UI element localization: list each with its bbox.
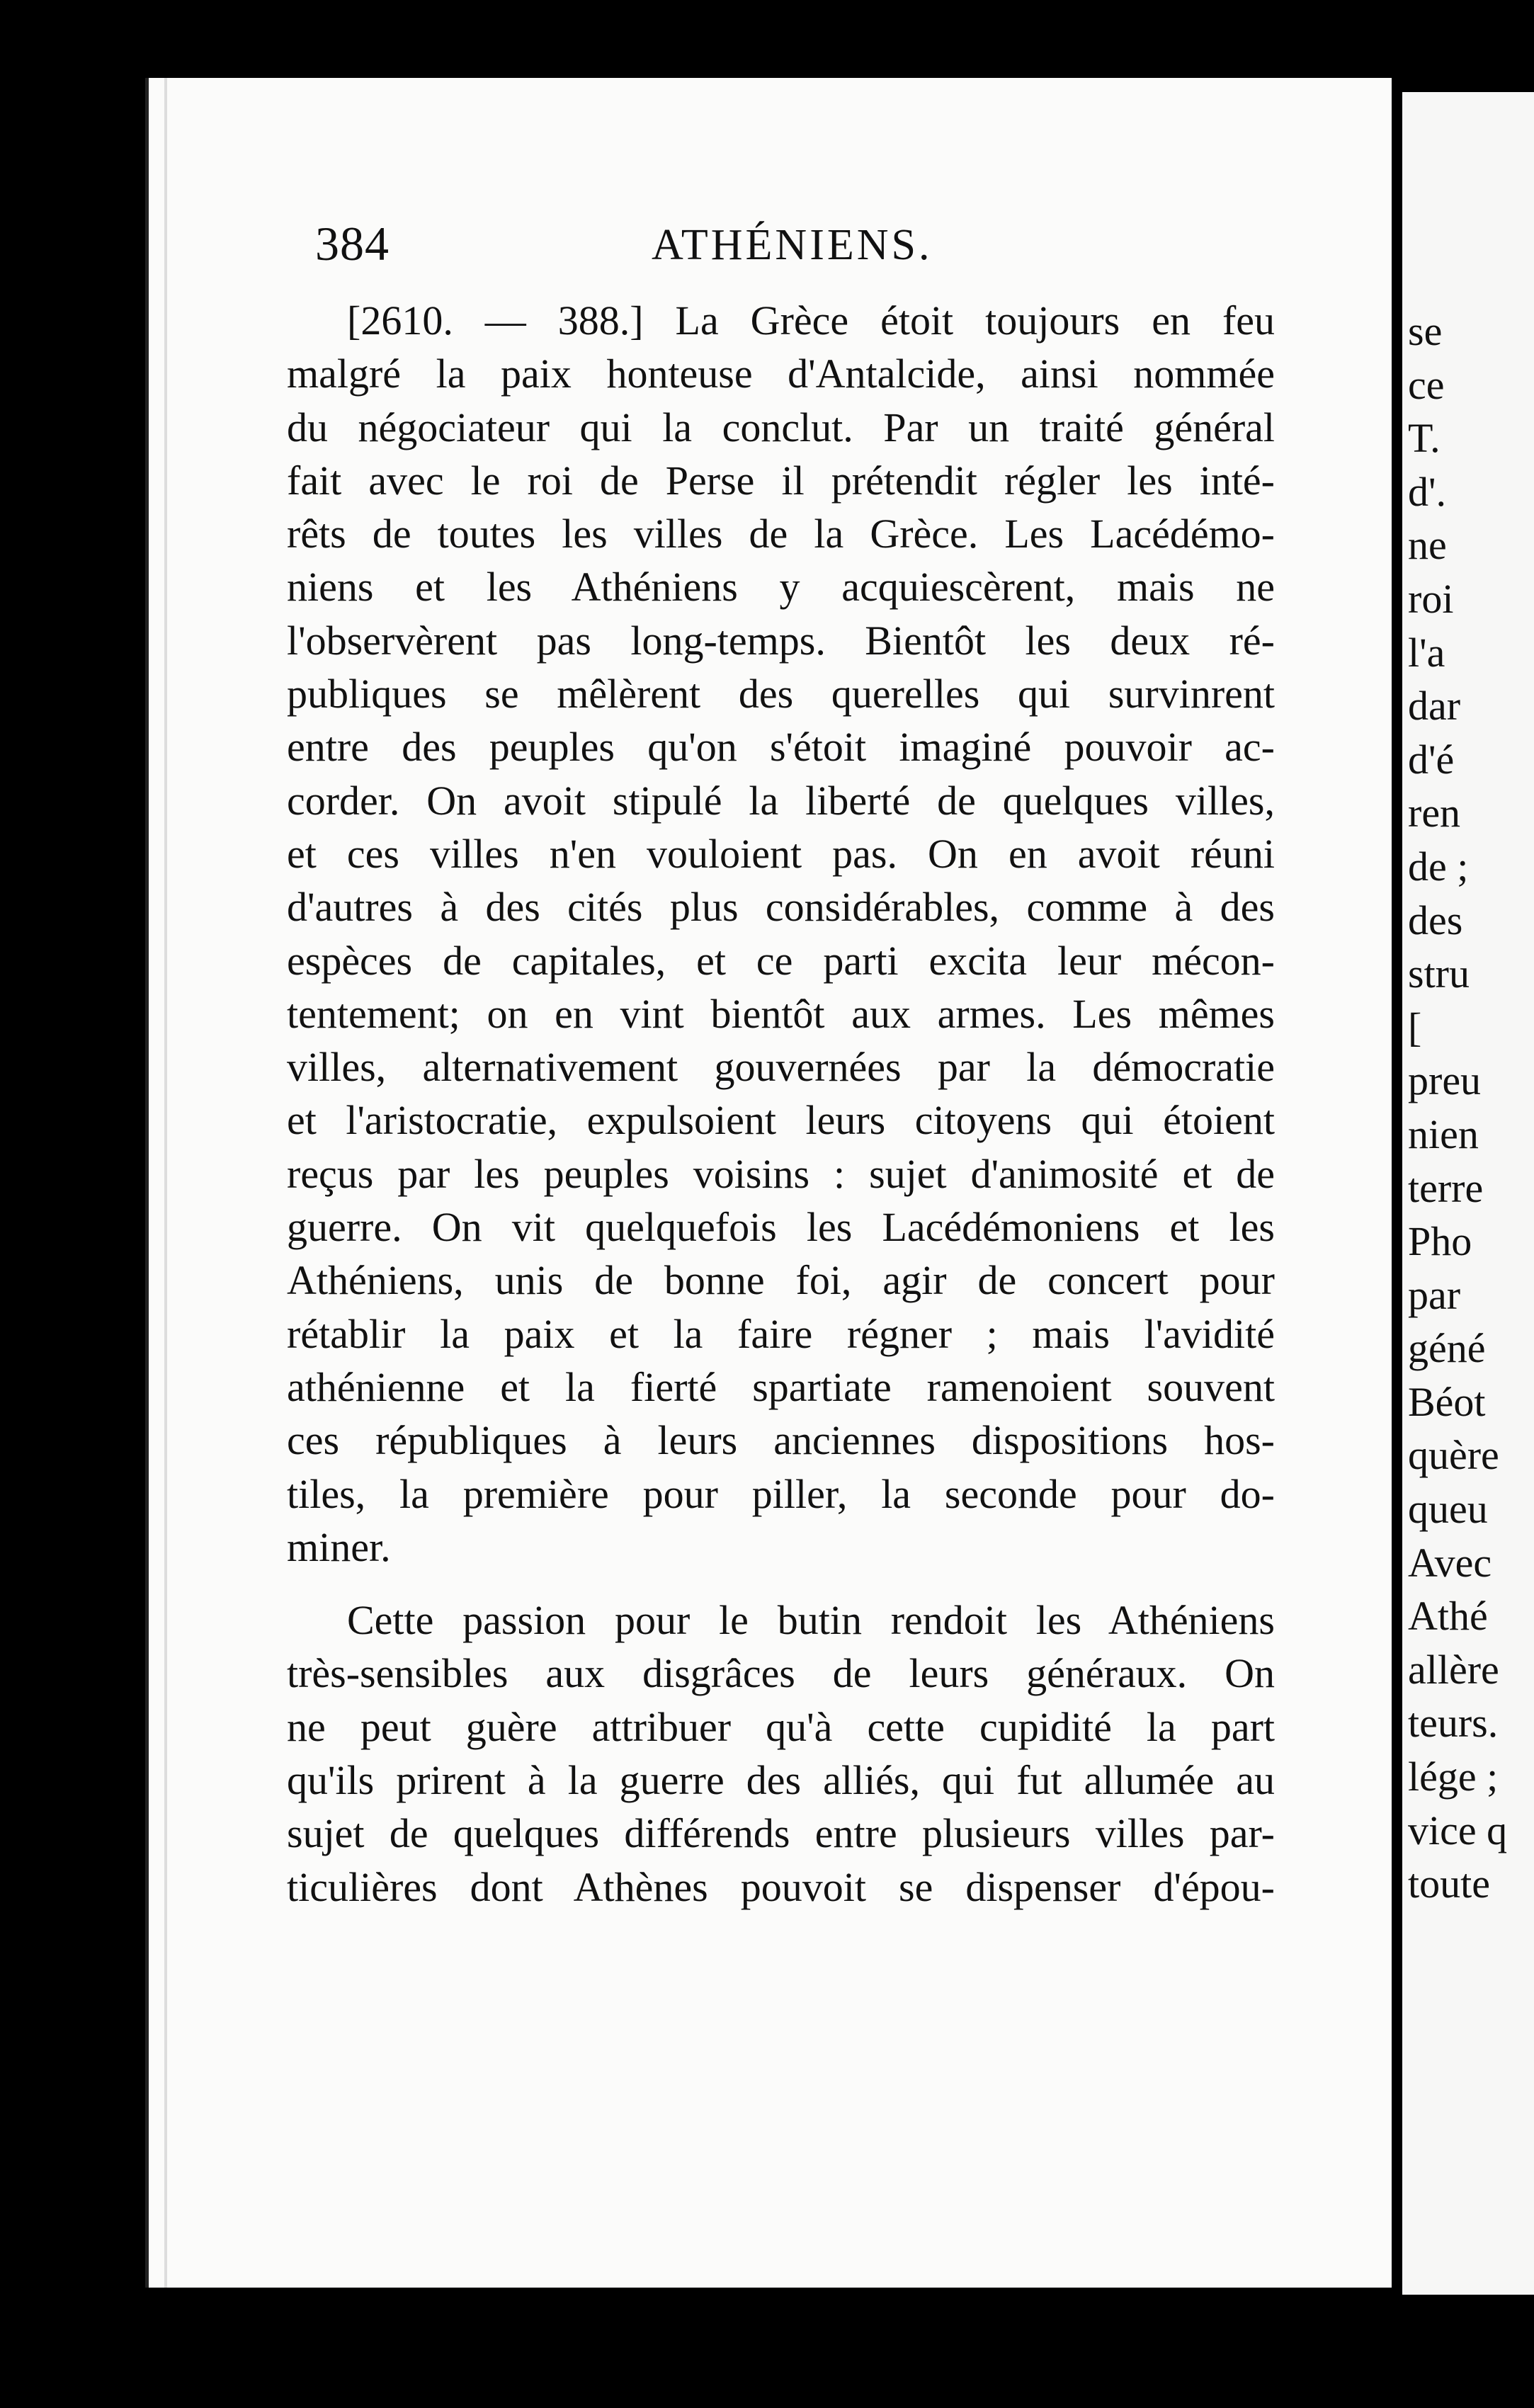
- facing-page-fragment: lége ;: [1408, 1754, 1499, 1800]
- facing-page-fragment: l'a: [1408, 629, 1445, 676]
- text-line: guerre. On vit quelquefois les Lacédémoniens et les: [287, 1204, 1275, 1251]
- facing-page-fragment: d'é: [1408, 736, 1455, 783]
- text-line: ticulières dont Athènes pouvoit se dispenser d'épou-: [287, 1863, 1275, 1910]
- facing-page-fragment: Avec: [1408, 1539, 1492, 1586]
- text-line: villes, alternativement gouvernées par la démocratie: [287, 1044, 1275, 1091]
- facing-page-fragment: Béot: [1408, 1378, 1486, 1425]
- facing-page-fragment: [: [1408, 1004, 1422, 1050]
- text-line: et ces villes n'en vouloient pas. On en avoit réuni: [287, 830, 1275, 877]
- facing-page-fragment: ren: [1408, 790, 1461, 836]
- text-line: tentement; on en vint bientôt aux armes. Les mêmes: [287, 990, 1275, 1037]
- page-body: [287, 294, 1275, 1914]
- text-line: Cette passion pour le butin rendoit les Athéniens: [347, 1597, 1275, 1644]
- facing-page-fragment: vice q: [1408, 1807, 1508, 1853]
- paragraph-1: [287, 294, 1275, 1574]
- facing-page-edge: [1402, 92, 1534, 2295]
- facing-page-fragments: [1408, 305, 1507, 1911]
- text-line: malgré la paix honteuse d'Antalcide, ainsi nommée: [287, 351, 1275, 397]
- paragraph-2: [287, 1594, 1275, 1914]
- text-line: rétablir la paix et la faire régner ; mais l'avidité: [287, 1310, 1275, 1357]
- text-line: athénienne et la fierté spartiate ramenoient souvent: [287, 1363, 1275, 1410]
- text-line: publiques se mêlèrent des querelles qui survinrent: [287, 671, 1275, 717]
- facing-page-fragment: terre: [1408, 1164, 1484, 1211]
- page-edge-line: [164, 78, 167, 2288]
- text-line: ces républiques à leurs anciennes dispositions hos-: [287, 1417, 1275, 1464]
- facing-page-fragment: stru: [1408, 950, 1470, 997]
- text-line: très-sensibles aux disgrâces de leurs généraux. On: [287, 1650, 1275, 1697]
- facing-page-fragment: teurs.: [1408, 1700, 1499, 1747]
- text-line: [2610. — 388.] La Grèce étoit toujours en feu: [347, 297, 1275, 343]
- facing-page-fragment: quère: [1408, 1432, 1499, 1479]
- facing-page-fragment: T.: [1408, 415, 1441, 462]
- facing-page-fragment: des: [1408, 897, 1463, 943]
- text-line: miner.: [287, 1523, 391, 1570]
- facing-page-fragment: géné: [1408, 1325, 1486, 1372]
- text-line: espèces de capitales, et ce parti excita leur mécon-: [287, 937, 1275, 984]
- facing-page-fragment: toute: [1408, 1861, 1490, 1907]
- facing-page-fragment: nien: [1408, 1111, 1479, 1157]
- facing-page-fragment: dar: [1408, 683, 1461, 729]
- text-line: reçus par les peuples voisins : sujet d'animosité et de: [287, 1150, 1275, 1197]
- text-line: rêts de toutes les villes de la Grèce. Les Lacédémo-: [287, 511, 1275, 557]
- facing-page-fragment: ne: [1408, 522, 1447, 569]
- text-line: Athéniens, unis de bonne foi, agir de concert pour: [287, 1257, 1275, 1304]
- text-line: niens et les Athéniens y acquiescèrent, mais ne: [287, 564, 1275, 610]
- paragraph-gap: [287, 1574, 1275, 1594]
- facing-page-fragment: queu: [1408, 1486, 1488, 1533]
- facing-page-fragment: roi: [1408, 575, 1454, 622]
- text-line: tiles, la première pour piller, la seconde pour do-: [287, 1470, 1275, 1517]
- text-line: l'observèrent pas long-temps. Bientôt les deux ré-: [287, 617, 1275, 664]
- facing-page-fragment: d'.: [1408, 468, 1446, 515]
- facing-page-fragment: allère: [1408, 1646, 1499, 1693]
- text-line: fait avec le roi de Perse il prétendit régler les inté-: [287, 457, 1275, 504]
- text-line: du négociateur qui la conclut. Par un traité général: [287, 404, 1275, 450]
- facing-page-fragment: Pho: [1408, 1218, 1472, 1265]
- text-line: d'autres à des cités plus considérables, comme à des: [287, 884, 1275, 931]
- facing-page-fragment: ce: [1408, 361, 1445, 408]
- text-line: qu'ils prirent à la guerre des alliés, qui fut allumée au: [287, 1757, 1275, 1804]
- facing-page-fragment: Athé: [1408, 1593, 1488, 1640]
- text-line: corder. On avoit stipulé la liberté de quelques villes,: [287, 777, 1275, 824]
- text-line: et l'aristocratie, expulsoient leurs citoyens qui étoient: [287, 1097, 1275, 1144]
- running-title: ATHÉNIENS.: [652, 221, 933, 269]
- facing-page-fragment: preu: [1408, 1057, 1482, 1104]
- text-line: sujet de quelques différends entre plusieurs villes par-: [287, 1810, 1275, 1857]
- text-line: entre des peuples qu'on s'étoit imaginé pouvoir ac-: [287, 724, 1275, 771]
- facing-page-fragment: par: [1408, 1271, 1461, 1318]
- page-header: [315, 216, 1271, 280]
- text-line: ne peut guère attribuer qu'à cette cupidité la part: [287, 1703, 1275, 1750]
- page-number: 384: [315, 217, 390, 271]
- facing-page-fragment: de ;: [1408, 843, 1469, 890]
- facing-page-fragment: se: [1408, 308, 1443, 354]
